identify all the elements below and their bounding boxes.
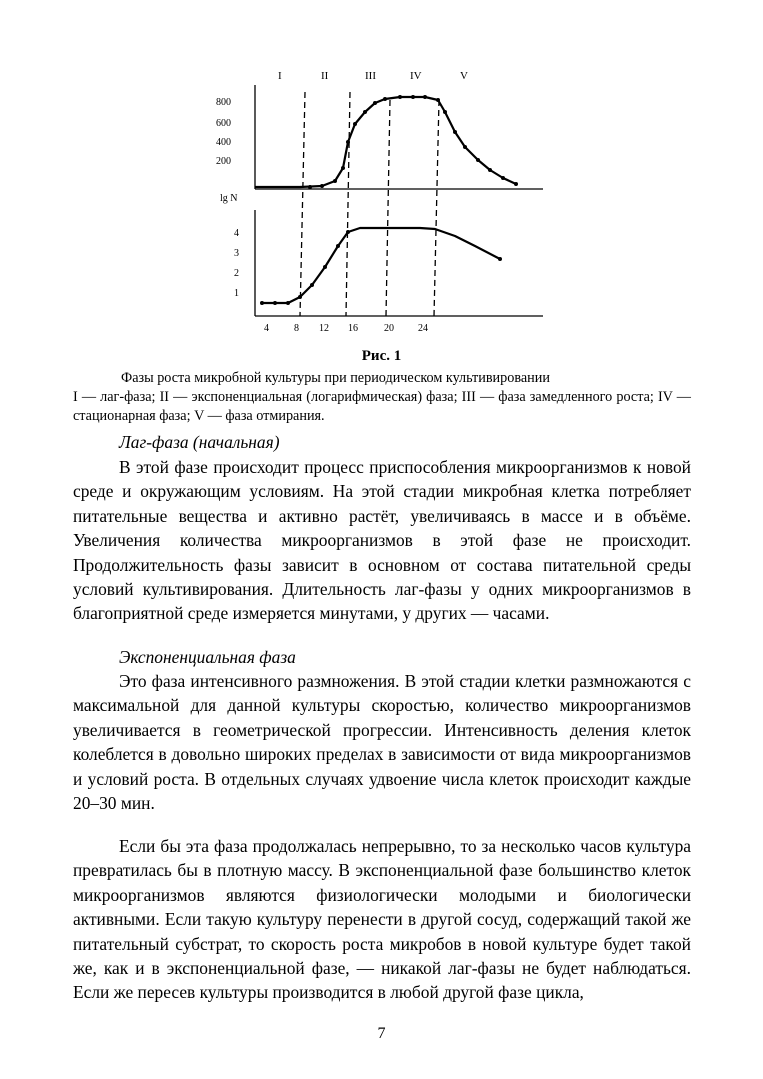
- bottom-y-tick-1: 1: [234, 288, 239, 299]
- x-tick-24: 24: [418, 323, 428, 334]
- bottom-curve-point: [346, 230, 350, 234]
- phase-label-5: V: [460, 70, 468, 82]
- bottom-y-label: lg N: [220, 193, 238, 204]
- x-tick-20: 20: [384, 323, 394, 334]
- top-y-tick-200: 200: [216, 156, 231, 167]
- top-y-tick-400: 400: [216, 137, 231, 148]
- bottom-curve-point: [323, 265, 327, 269]
- bottom-y-tick-4: 4: [234, 228, 239, 239]
- top-curve-point: [346, 140, 350, 144]
- top-curve-point: [320, 184, 324, 188]
- phase-label-2: II: [321, 70, 329, 82]
- lag-phase-paragraph: В этой фазе происходит процесс приспособления микроорганизмов к новой среде и окружающим условиям. На этой стадии микробная клетка потребляет питательные вещества и активно растёт, увеличиваясь в массе и в объёме. Увеличения количества микроорганизмов в этой фазе не происходит. Продолжительность фазы зависит в основном от состава питательной среды условий культивирования. Длительность лаг-фазы у одних микроорганизмов в благоприятной среде измеряется минутами, у других — часами.: [73, 457, 691, 624]
- phase-label-3: III: [365, 70, 376, 82]
- phase-boundary-2: [346, 92, 350, 316]
- bottom-log-curve: [262, 228, 500, 303]
- bottom-curve-point: [286, 301, 290, 305]
- phase-boundary-3: [386, 100, 390, 316]
- top-growth-curve: [255, 97, 516, 187]
- x-tick-8: 8: [294, 323, 299, 334]
- top-y-tick-800: 800: [216, 97, 231, 108]
- top-curve-point: [488, 168, 492, 172]
- top-curve-point: [453, 130, 457, 134]
- bottom-curve-point: [310, 283, 314, 287]
- phase-label-1: I: [278, 70, 282, 82]
- caption-line-1: Фазы роста микробной культуры при периодическом культивировании: [121, 370, 550, 386]
- bottom-curve-point: [260, 301, 264, 305]
- exponential-phase-paragraph-1: Это фаза интенсивного размножения. В этой стадии клетки размножаются с максимальной для данной культуры скоростью, количество микроорганизмов увеличивается в геометрической прогрессии. Интенсивность деления клеток колеблется в довольно широких пределах в зависимости от вида микроорганизмов и условий роста. В отдельных случаях удвоение числа клеток происходит каждые 20–30 мин.: [73, 671, 691, 814]
- top-curve-point: [436, 98, 440, 102]
- top-curve-point: [383, 97, 387, 101]
- bottom-curve-point: [336, 244, 340, 248]
- bottom-y-tick-2: 2: [234, 268, 239, 279]
- figure-title: Рис. 1: [361, 348, 402, 364]
- page-number: 7: [377, 1025, 386, 1042]
- bottom-curve-point: [273, 301, 277, 305]
- top-curve-point: [411, 95, 415, 99]
- top-y-tick-600: 600: [216, 118, 231, 129]
- exponential-phase-heading: Экспоненциальная фаза: [119, 647, 296, 667]
- lag-phase-heading: Лаг-фаза (начальная): [119, 432, 280, 452]
- top-curve-point: [353, 122, 357, 126]
- top-curve-point: [476, 158, 480, 162]
- phase-boundary-4: [434, 100, 439, 316]
- bottom-curve-point: [498, 257, 502, 261]
- phase-boundary-1: [300, 92, 305, 316]
- x-tick-4: 4: [264, 323, 269, 334]
- x-tick-16: 16: [348, 323, 358, 334]
- top-curve-point: [463, 145, 467, 149]
- bottom-curve-point: [298, 295, 302, 299]
- figure-caption: [73, 369, 691, 426]
- phase-label-4: IV: [410, 70, 422, 82]
- top-curve-point: [514, 182, 518, 186]
- top-curve-point: [341, 166, 345, 170]
- exponential-phase-paragraph-2: Если бы эта фаза продолжалась непрерывно, то за несколько часов культура превратилась бы в плотную массу. В экспоненциальной фазе большинство клеток микроорганизмов являются физиологически молодыми и биологически активными. Если такую культуру перенести в другой сосуд, содержащий такой же питательный субстрат, то скорость роста микробов в новой культуре будет такой же, как и в экспоненциальной фазе, — никакой лаг-фазы не будет наблюдаться. Если же пересев культуры производится в любой другой фазе цикла,: [73, 836, 691, 1003]
- caption-rest: I — лаг-фаза; II — экспоненциальная (логарифмическая) фаза; III — фаза замедленного роста; IV — стационарная фаза; V — фаза отмирания.: [73, 389, 691, 424]
- top-curve-point: [333, 179, 337, 183]
- top-curve-point: [423, 95, 427, 99]
- top-curve-point: [501, 176, 505, 180]
- growth-phases-figure: [200, 60, 560, 345]
- top-curve-point: [398, 95, 402, 99]
- top-curve-point: [308, 185, 312, 189]
- bottom-y-tick-3: 3: [234, 248, 239, 259]
- top-curve-point: [373, 101, 377, 105]
- top-curve-point: [363, 110, 367, 114]
- top-curve-point: [443, 110, 447, 114]
- x-tick-12: 12: [319, 323, 329, 334]
